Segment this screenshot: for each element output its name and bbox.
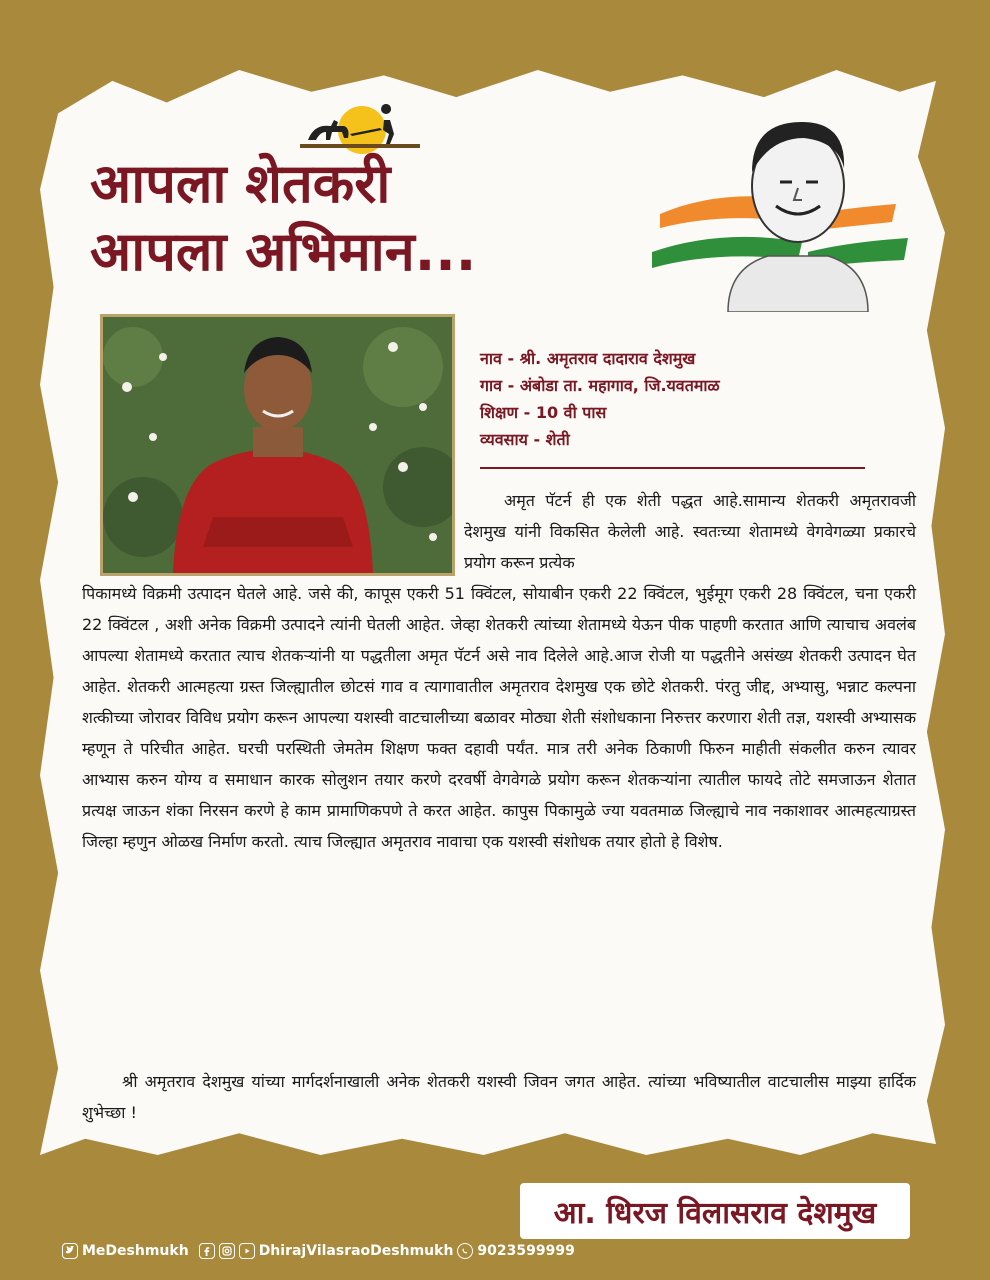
page-title	[90, 150, 510, 286]
youtube-icon[interactable]	[239, 1243, 255, 1259]
farmer-photo-image	[103, 317, 452, 573]
signature-banner	[520, 1183, 910, 1239]
article-paragraph-2: पिकामध्ये विक्रमी उत्पादन घेतले आहे. जसे की, कापूस एकरी 51 क्विंटल, सोयाबीन एकरी 22 क्विंटल, भुईमूग एकरी 28 क्विंटल, चना एकरी 22 क्विंटल , अशी अनेक विक्रमी उत्पादने त्यांनी घेतली आहेत. जेव्हा शेतकरी त्यांच्या शेतामध्ये येऊन पीक पाहणी करतात आणि त्याचाच अवलंब आपल्या शेतामध्ये करतात त्याच शेतकऱ्यांनी या पद्धतीला अमृत पॅटर्न असे नाव दिलेले आहे.आज रोजी या पद्धतीने असंख्य शेतकरी उत्पादन घेत आहेत. शेतकरी आत्महत्या ग्रस्त जिल्ह्यातील छोटसं गाव व त्यागावातील अमृतराव देशमुख एक छोटे शेतकरी. पंरतु जीद्द, अभ्यासु, भन्नाट कल्पना शत्कीच्या जोरावर विविध प्रयोग करून आपल्या यशस्वी वाटचालीच्या बळावर मोठ्या शेती संशोधकाना निरुत्तर करणारा शेती तज्ञ, यशस्वी अभ्यासक म्हणून ते परिचीत आहेत. घरची परस्थिती जेमतेम शिक्षण फक्त दहावी पर्यंत. मात्र तरी अनेक ठिकाणी फिरुन माहीती संकलीत करुन त्यावर आभ्यास करुन योग्य व समाधान कारक सोलुशन तयार करणे दरवर्षी वेगवेगळे प्रयोग करून शेतकऱ्यांना त्यातील फायदे तोटे समजाऊन शेतात प्रत्यक्ष जाऊन शंका निरसन करणे हे काम प्रामाणिकपणे ते करत आहेत. कापुस पिकामुळे ज्या यवतमाळ जिल्ह्याचे नाव नकाशावर आत्महत्याग्रस्त जिल्हा म्हणुन ओळख निर्माण करतो. त्याच जिल्ह्यात अमृतराव नावाचा एक यशस्वी संशोधक तयार होतो हे विशेष.	[82, 584, 916, 851]
article-paragraph-1-text: अमृत पॅटर्न ही एक शेती पद्धत आहे.सामान्य शेतकरी अमृतरावजी देशमुख यांनी विकसित केलेली आहे. स्वतःच्या शेतामध्ये वेगवेगळ्या प्रकारचे प्रयोग करून प्रत्येक	[464, 491, 916, 572]
whatsapp-icon[interactable]	[457, 1243, 473, 1259]
farmer-education: शिक्षण - 10 वी पास	[480, 403, 607, 422]
twitter-icon[interactable]	[62, 1243, 78, 1259]
social-links-bar	[62, 1240, 575, 1262]
twitter-handle[interactable]: MeDeshmukh	[82, 1243, 189, 1259]
farmer-name: नाव - श्री. अमृतराव दादाराव देशमुख	[480, 349, 696, 368]
farmer-details	[480, 345, 865, 453]
whatsapp-number[interactable]: 9023599999	[477, 1243, 575, 1259]
facebook-instagram-youtube-handle[interactable]: DhirajVilasraoDeshmukh	[258, 1243, 454, 1259]
details-divider	[480, 467, 865, 469]
headline-line-2: आपला अभिमान...	[90, 220, 477, 283]
leader-portrait-image	[648, 102, 918, 312]
farmer-photo	[100, 314, 455, 576]
instagram-icon[interactable]	[219, 1243, 235, 1259]
article-paragraph-3	[82, 1066, 916, 1128]
headline-line-1: आपला शेतकरी	[90, 152, 391, 215]
article-paragraph-1	[464, 485, 916, 578]
signature-text: आ. धिरज विलासराव देशमुख	[553, 1195, 877, 1231]
farmer-village: गाव - अंबोडा ता. महागाव, जि.यवतमाळ	[480, 376, 720, 395]
article-paragraph-3-text: श्री अमृतराव देशमुख यांच्या मार्गदर्शनाखाली अनेक शेतकरी यशस्वी जिवन जगत आहेत. त्यांच्या भविष्यातील वाटचालीस माझ्या हार्दिक शुभेच्छा !	[82, 1072, 916, 1122]
facebook-icon[interactable]	[199, 1243, 215, 1259]
farmer-occupation: व्यवसाय - शेती	[480, 430, 570, 449]
